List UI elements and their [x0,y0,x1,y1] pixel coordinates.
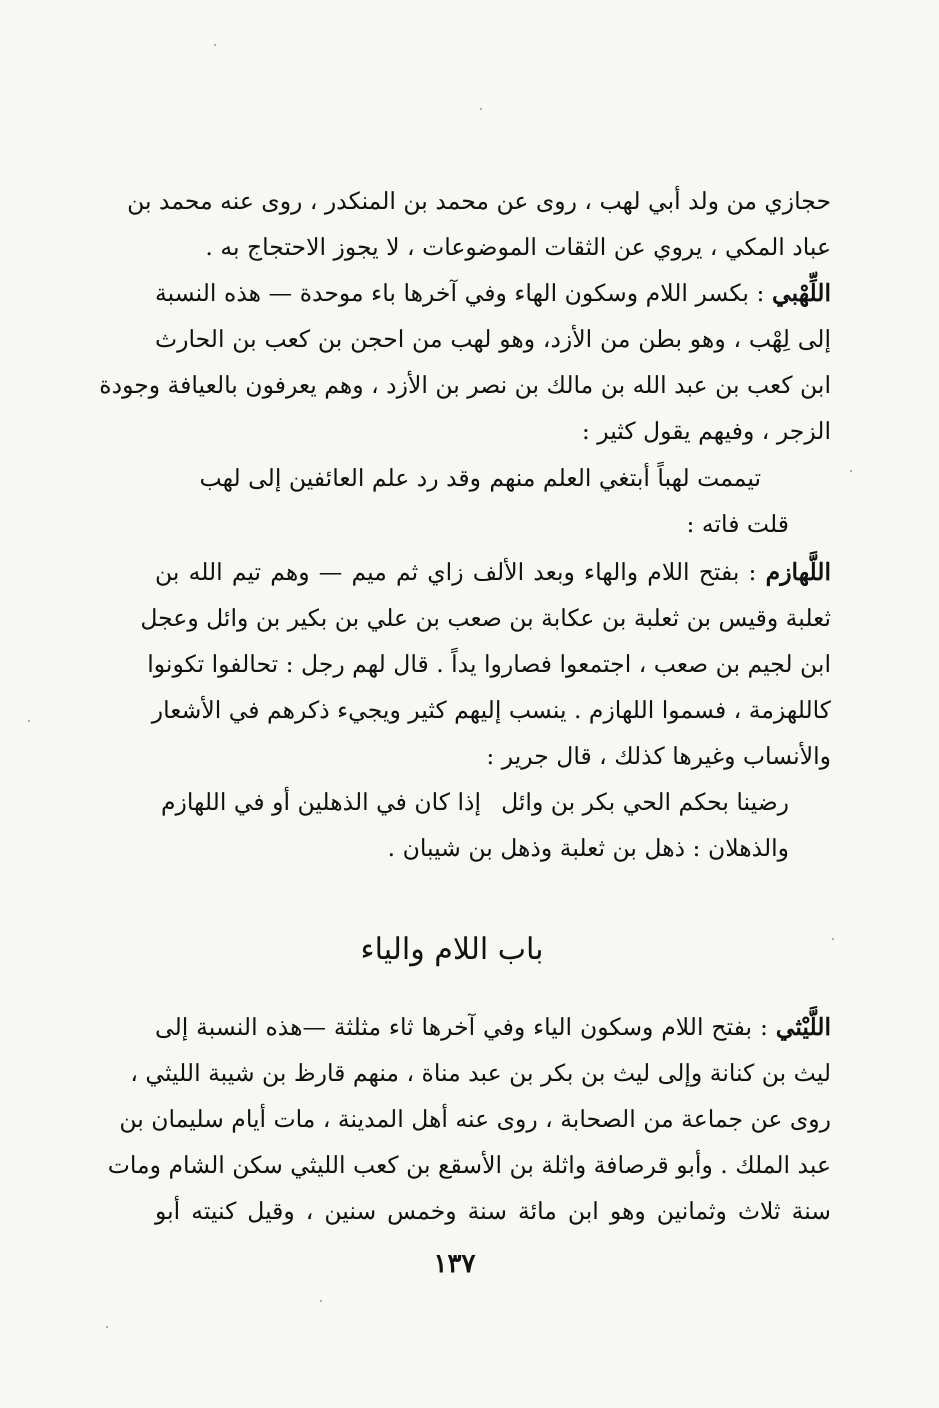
text-line: حجازي من ولد أبي لهب ، روى عن محمد بن المنكدر ، روى عنه محمد بن [127,187,831,215]
entry-continuation [127,178,831,270]
text-line: إلى لِهْب ، وهو بطن من الأزد، وهو لهب من احجن بن كعب بن الحارث [155,325,831,353]
text-line: روى عن جماعة من الصحابة ، روى عنه أهل المدينة ، مات أيام سليمان بن [119,1105,831,1133]
text-line [155,549,831,595]
entry-lahazim [140,549,831,779]
chapter-title: باب اللام والياء [360,932,544,967]
text-line: الزجر ، وفيهم يقول كثير : [581,417,831,445]
text-line: عباد المكي ، يروي عن الثقات الموضوعات ، لا يجوز الاحتجاج به . [205,233,831,261]
verse-first-hemistich: رضينا بحكم الحي بكر بن وائل [501,788,789,816]
text-line: ثعلبة وقيس بن ثعلبة بن عكابة بن صعب بن علي بن بكير بن وائل وعجل [140,604,831,632]
scan-speck [850,470,852,472]
entry-headword: اللَّهازم [765,558,831,586]
entry-headword: اللِّهْبي [772,279,831,307]
scan-speck [106,1326,108,1328]
text-line: كاللهزمة ، فسموا اللهازم . ينسب إليهم كثير ويجيء ذكرهم في الأشعار [151,696,831,724]
scan-speck [480,108,482,110]
scan-speck [320,1300,322,1302]
entry-definition: : بكسر اللام وسكون الهاء وفي آخرها باء موحدة — هذه النسبة [155,279,773,307]
text-line [155,270,831,316]
scan-speck [214,44,216,46]
verse-second-hemistich: إذا كان في الذهلين أو في اللهازم [160,788,481,816]
text-line [155,1004,831,1050]
verse-first-hemistich: تيممت لهباً أبتغي العلم منهم [489,464,761,492]
entry-lihbi [99,270,831,454]
text-line: ابن لجيم بن صعب ، اجتمعوا فصاروا يداً . قال لهم رجل : تحالفوا تكونوا [147,650,831,678]
text-line: والذهلان : ذهل بن ثعلبة وذهل بن شيبان . [387,834,789,862]
entry-headword: اللَّيْثي [775,1013,831,1041]
page-number: ١٣٧ [433,1249,476,1279]
text-line: سنة ثلاث وثمانين وهو ابن مائة سنة وخمس سنين ، وقيل كنيته أبو [155,1197,831,1225]
verse-second-hemistich: وقد رد علم العائفين إلى لهب [199,464,481,492]
entry-definition: : بفتح اللام وسكون الياء وفي آخرها ثاء مثلثة —هذه النسبة إلى [155,1013,776,1041]
text-line: ليث بن كنانة وإلى ليث بن بكر بن عبد مناة ، منهم قارظ بن شيبة الليثي ، [130,1059,831,1087]
entry-laythi [107,1004,831,1234]
text-line: عبد الملك . وأبو قرصافة واثلة بن الأسقع بن كعب الليثي سكن الشام ومات [107,1151,831,1179]
entry-definition: : بفتح اللام والهاء وبعد الألف زاي ثم ميم — وهم تيم الله بن [155,558,766,586]
text-line: والأنساب وغيرها كذلك ، قال جرير : [486,742,831,770]
text-line: قلت فاته : [686,510,789,538]
text-line: ابن كعب بن عبد الله بن مالك بن نصر بن الأزد ، وهم يعرفون بالعيافة وجودة [99,371,831,399]
scan-speck [28,720,30,722]
